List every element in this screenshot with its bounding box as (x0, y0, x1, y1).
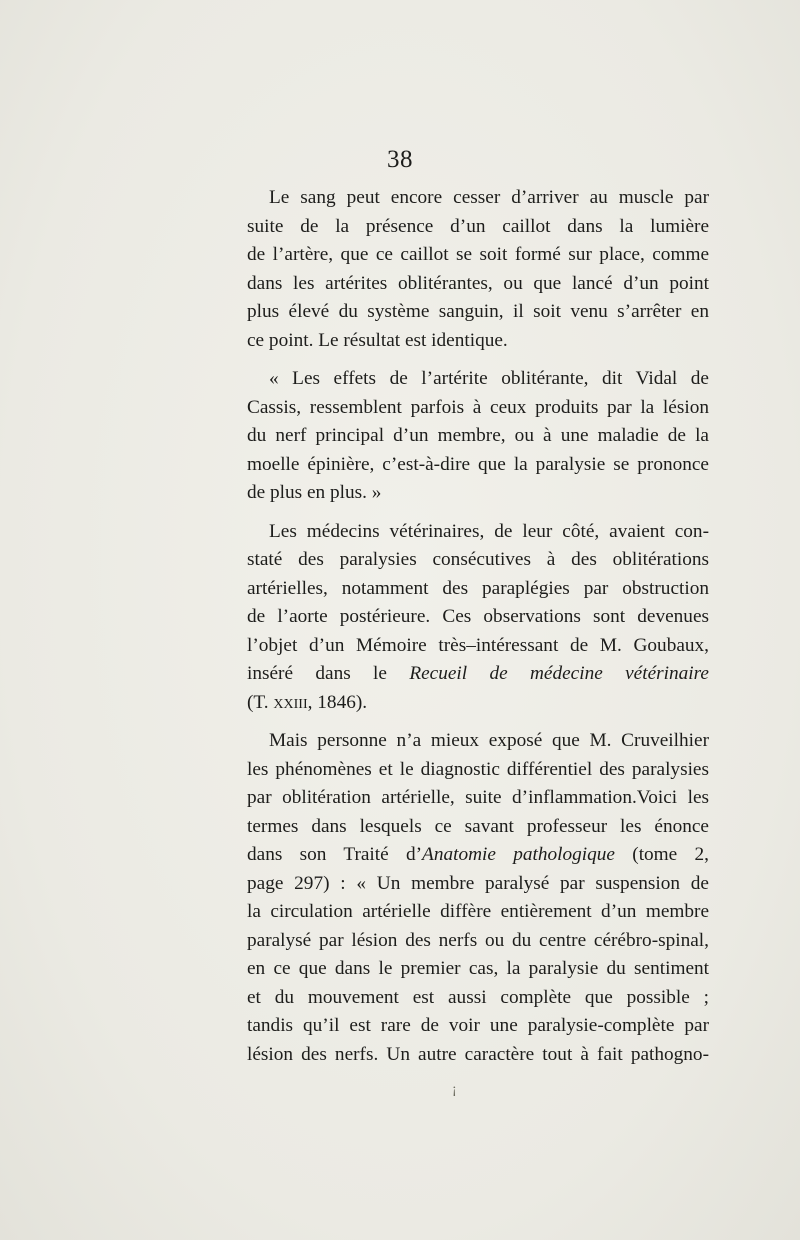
text-line: staté des paralysies consécutives à des oblitérations (247, 549, 709, 570)
paragraph-1 (247, 184, 709, 355)
paragraph-4 (247, 727, 709, 1069)
text-line: tandis qu’il est rare de voir une paralysie-complète par (247, 1015, 709, 1036)
text-line: termes dans lesquels ce savant professeur les énonce (247, 815, 709, 837)
text-line: du nerf principal d’un membre, ou à une maladie de la (247, 425, 709, 446)
text-line: Les médecins vétérinaires, de leur côté, avaient con- (269, 520, 709, 542)
text-line: page 297) : « Un membre paralysé par suspension de (247, 872, 709, 894)
text-line (247, 689, 709, 718)
paragraph-3 (247, 518, 709, 718)
text-line: paralysé par lésion des nerfs ou du centre cérébro-spinal, (247, 929, 709, 951)
text-line: Mais personne n’a mieux exposé que M. Cruveilhier (269, 730, 709, 751)
text-run: dans son Traité d’ (247, 844, 423, 865)
body-text (247, 184, 709, 1079)
text-line: moelle épinière, c’est-à-dire que la paralysie se prononce (247, 453, 709, 475)
text-run: , 1846). (307, 691, 368, 713)
text-line: artérielles, notamment des paraplégies par obstruction (247, 577, 709, 599)
text-run: (T. (247, 691, 274, 713)
text-line (247, 841, 709, 870)
text-line: plus élevé du système sanguin, il soit venu s’arrêter en (247, 301, 709, 322)
journal-title: Recueil de médecine vétérinaire (409, 663, 709, 684)
text-line: de l’aorte postérieure. Ces observations sont devenues (247, 606, 709, 627)
text-line: Cassis, ressemblent parfois à ceux produits par la lésion (247, 396, 709, 418)
text-line: les phénomènes et le diagnostic différentiel des paralysies (247, 758, 709, 780)
text-line: ce point. Le résultat est identique. (247, 329, 508, 351)
text-line: par oblitération artérielle, suite d’inflammation.Voici les (247, 787, 709, 808)
text-line: lésion des nerfs. Un autre caractère tout à fait pathogno- (247, 1043, 709, 1065)
page-number: 38 (387, 146, 413, 173)
text-line: de l’artère, que ce caillot se soit formé sur place, comme (247, 244, 709, 265)
book-title: Anatomie pathologique (422, 844, 615, 865)
text-line: Le sang peut encore cesser d’arriver au muscle par (269, 187, 709, 208)
text-line: « Les effets de l’artérite oblitérante, dit Vidal de (269, 368, 709, 389)
text-line: et du mouvement est aussi complète que possible ; (247, 986, 709, 1008)
text-line: de plus en plus. » (247, 482, 382, 503)
paragraph-2-quote (247, 365, 709, 508)
volume-numeral: xxiii (273, 691, 308, 713)
text-line: la circulation artérielle diffère entièrement d’un membre (247, 901, 709, 922)
text-line: suite de la présence d’un caillot dans la lumière (247, 215, 709, 237)
text-run: inséré dans le (247, 663, 410, 684)
text-line: l’objet d’un Mémoire très–intéressant de M. Goubaux, (247, 634, 709, 656)
ink-mark: ¡ (452, 1082, 457, 1097)
text-line: en ce que dans le premier cas, la paralysie du sentiment (247, 958, 709, 979)
text-line: dans les artérites oblitérantes, ou que lancé d’un point (247, 272, 709, 294)
text-line (247, 660, 709, 689)
text-run: (tome 2, (614, 844, 709, 865)
